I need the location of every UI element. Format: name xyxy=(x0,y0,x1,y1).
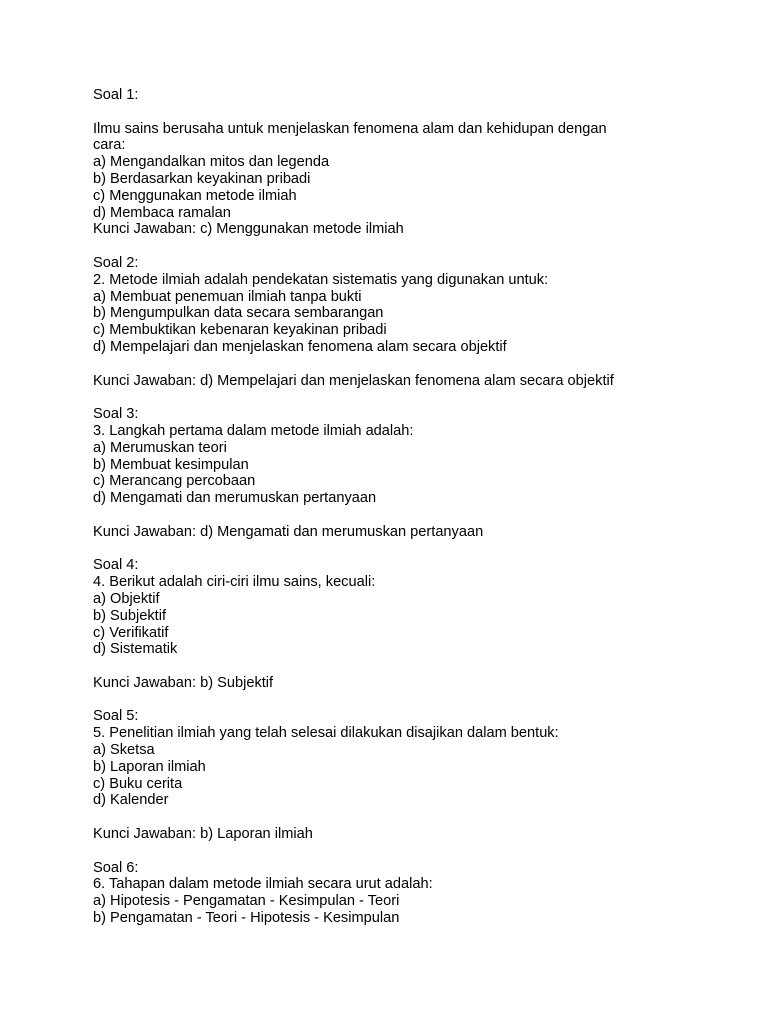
spacer xyxy=(93,658,713,675)
soal-4-option-c: c) Verifikatif xyxy=(93,624,169,641)
spacer xyxy=(93,843,713,860)
soal-2-option-b: b) Mengumpulkan data secara sembarangan xyxy=(93,305,384,322)
soal-5-answer-key: Kunci Jawaban: b) Laporan ilmiah xyxy=(93,826,313,843)
soal-1-option-d: d) Membaca ramalan xyxy=(93,204,231,221)
soal-2-option-c: c) Membuktikan kebenaran keyakinan pribadi xyxy=(93,322,387,339)
spacer xyxy=(93,389,713,406)
soal-5-option-b: b) Laporan ilmiah xyxy=(93,758,206,775)
spacer xyxy=(93,541,713,558)
soal-4-option-d: d) Sistematik xyxy=(93,641,178,658)
soal-3-option-b: b) Membuat kesimpulan xyxy=(93,456,249,473)
soal-1-option-c: c) Menggunakan metode ilmiah xyxy=(93,187,297,204)
soal-4-answer-key: Kunci Jawaban: b) Subjektif xyxy=(93,674,274,691)
soal-1-option-b: b) Berdasarkan keyakinan pribadi xyxy=(93,170,311,187)
soal-1-question: Ilmu sains berusaha untuk menjelaskan fenomena alam dan kehidupan dengan xyxy=(93,120,607,137)
soal-2-heading: Soal 2: xyxy=(93,254,139,271)
soal-2-option-a: a) Membuat penemuan ilmiah tanpa bukti xyxy=(93,288,362,305)
soal-4-question: 4. Berikut adalah ciri-ciri ilmu sains, kecuali: xyxy=(93,574,376,591)
spacer xyxy=(93,809,713,826)
spacer xyxy=(93,104,713,121)
soal-5-option-c: c) Buku cerita xyxy=(93,775,183,792)
soal-1-answer-key: Kunci Jawaban: c) Menggunakan metode ilmiah xyxy=(93,221,404,238)
soal-3-option-a: a) Merumuskan teori xyxy=(93,439,227,456)
soal-4-option-a: a) Objektif xyxy=(93,590,160,607)
soal-6-option-b: b) Pengamatan - Teori - Hipotesis - Kesimpulan xyxy=(93,910,400,927)
soal-2-option-d: d) Mempelajari dan menjelaskan fenomena alam secara objektif xyxy=(93,338,507,355)
soal-1-heading: Soal 1: xyxy=(93,87,139,103)
soal-5-question: 5. Penelitian ilmiah yang telah selesai dilakukan disajikan dalam bentuk: xyxy=(93,725,559,742)
soal-4-option-b: b) Subjektif xyxy=(93,607,167,624)
soal-3-heading: Soal 3: xyxy=(93,406,139,423)
soal-6-option-a: a) Hipotesis - Pengamatan - Kesimpulan - Teori xyxy=(93,893,400,910)
soal-4-heading: Soal 4: xyxy=(93,557,139,574)
soal-1-question-cont: cara: xyxy=(93,137,126,154)
spacer xyxy=(93,692,713,709)
soal-5-option-a: a) Sketsa xyxy=(93,742,155,759)
spacer xyxy=(93,356,713,373)
soal-5-option-d: d) Kalender xyxy=(93,792,169,809)
soal-3-option-c: c) Merancang percobaan xyxy=(93,473,256,490)
soal-1-option-a: a) Mengandalkan mitos dan legenda xyxy=(93,154,330,171)
soal-5-heading: Soal 5: xyxy=(93,708,139,725)
spacer xyxy=(93,507,713,524)
spacer xyxy=(93,238,713,255)
document-page xyxy=(93,87,713,927)
soal-3-option-d: d) Mengamati dan merumuskan pertanyaan xyxy=(93,490,377,507)
soal-6-heading: Soal 6: xyxy=(93,859,139,876)
soal-6-question: 6. Tahapan dalam metode ilmiah secara urut adalah: xyxy=(93,876,433,893)
soal-2-question: 2. Metode ilmiah adalah pendekatan sistematis yang digunakan untuk: xyxy=(93,271,549,288)
soal-3-answer-key: Kunci Jawaban: d) Mengamati dan merumuskan pertanyaan xyxy=(93,523,484,540)
soal-2-answer-key: Kunci Jawaban: d) Mempelajari dan menjelaskan fenomena alam secara objektif xyxy=(93,372,614,389)
soal-3-question: 3. Langkah pertama dalam metode ilmiah adalah: xyxy=(93,422,414,439)
